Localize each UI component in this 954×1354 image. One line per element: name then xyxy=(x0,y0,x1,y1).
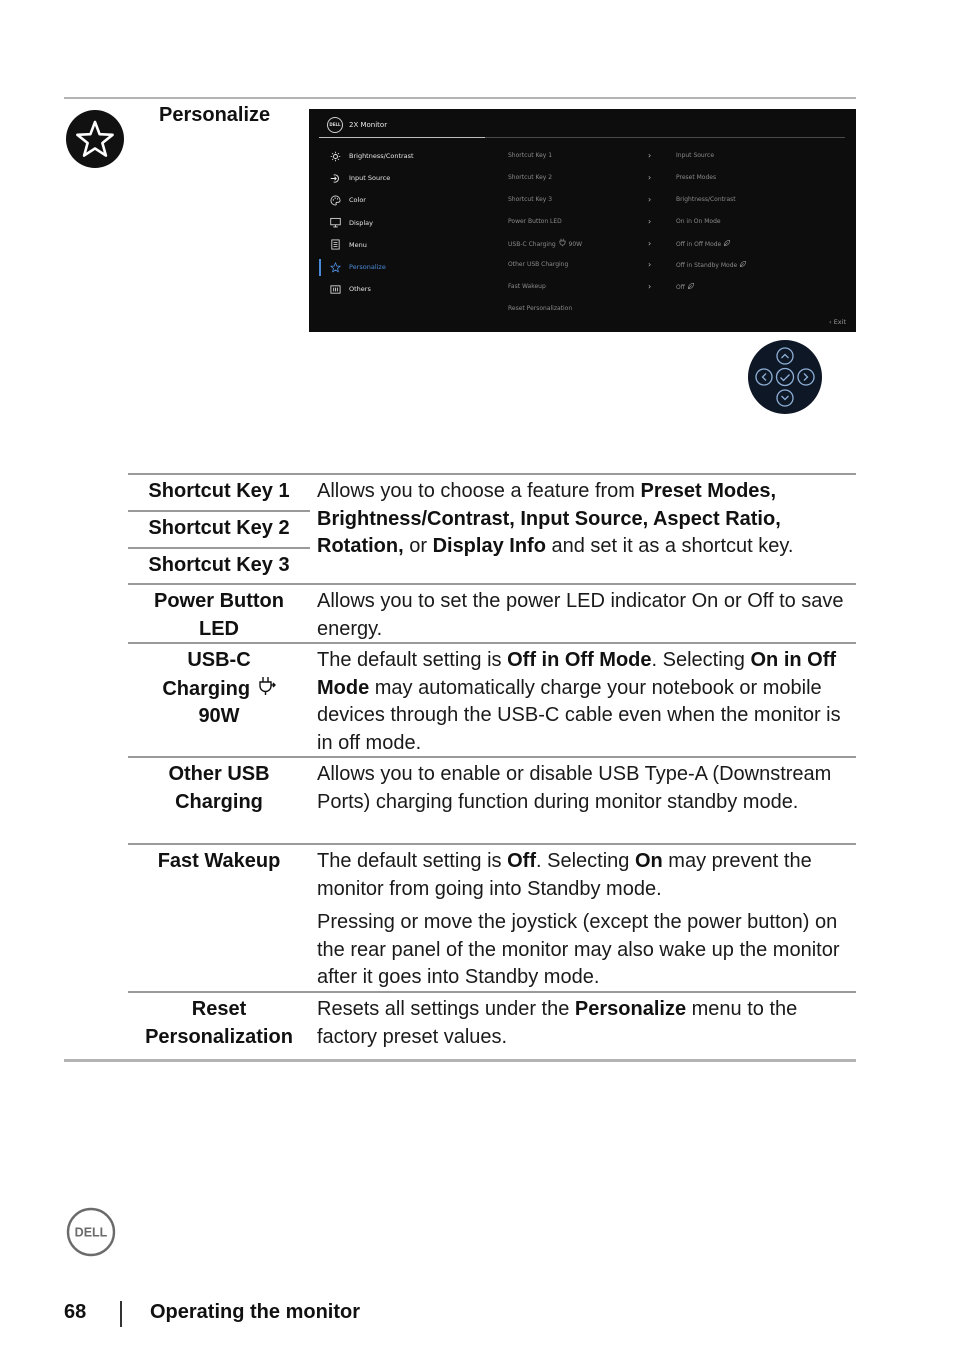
osd-row-label: Other USB Charging xyxy=(508,261,569,269)
osd-separator-active xyxy=(319,137,485,138)
chevron-left-icon: ‹ xyxy=(829,318,834,326)
osd-dell-logo: DELL xyxy=(327,117,343,133)
osd-row-value-text: Off in Standby Mode xyxy=(676,262,738,270)
osd-menu-item-display[interactable] xyxy=(321,212,491,234)
osd-menu-label: Others xyxy=(349,285,371,294)
chevron-right-icon: › xyxy=(648,238,652,248)
osd-menu-label: Menu xyxy=(349,240,367,249)
chapter-title: Operating the monitor xyxy=(150,1301,360,1323)
chevron-right-icon: › xyxy=(648,260,652,270)
osd-menu-item-personalize[interactable] xyxy=(321,256,491,278)
display-icon xyxy=(329,217,341,229)
osd-row-value-text: Off xyxy=(676,284,685,292)
text-run: The default setting is xyxy=(317,649,508,671)
dell-logo-icon xyxy=(66,1207,116,1257)
text-run: may automatically charge your notebook or mobile devices through the USB-C cable even when the monitor is in off mode. xyxy=(317,676,841,754)
other-usb-charging-description: Allows you to enable or disable USB Type-A (Downstream Ports) charging function during monitor standby mode. xyxy=(317,763,832,813)
text-run: Resets all settings under the xyxy=(317,998,575,1020)
osd-row-value: Brightness/Contrast xyxy=(676,195,736,203)
text-run: or xyxy=(403,535,433,557)
top-rule xyxy=(64,97,856,99)
usb-c-charging-label xyxy=(128,647,310,731)
osd-row-shortcut-key-2[interactable] xyxy=(508,167,848,189)
joystick-icon xyxy=(748,340,822,414)
reset-personalization-label xyxy=(128,996,310,1051)
osd-row-label-suffix: 90W xyxy=(568,241,583,249)
text-run-bold: Display Info xyxy=(432,535,546,557)
usb-charging-icon xyxy=(256,678,276,700)
page-number: 68 xyxy=(64,1301,87,1323)
osd-row-value xyxy=(676,260,848,269)
osd-menu-item-input-source[interactable] xyxy=(321,167,491,189)
osd-row-label: Reset Personalization xyxy=(508,304,573,312)
fast-wakeup-description-2: Pressing or move the joystick (except the power button) on the rear panel of the monitor may also wake up the monitor after it goes into Standby mode. xyxy=(317,911,840,988)
chevron-right-icon: › xyxy=(648,151,652,161)
table-rule xyxy=(128,642,856,644)
text-run: Allows you to choose a feature from xyxy=(317,480,641,502)
label-line: LED xyxy=(199,617,239,640)
text-run-bold: Off in Off Mode xyxy=(507,649,652,671)
osd-row-other-usb-charging[interactable] xyxy=(508,254,848,276)
dell-logo-text: DELL xyxy=(74,1225,108,1240)
usb-c-charging-description xyxy=(317,647,856,757)
label-line: Charging xyxy=(162,677,251,700)
osd-header xyxy=(327,117,387,133)
osd-menu-item-others[interactable] xyxy=(321,278,491,300)
osd-menu-label: Input Source xyxy=(349,174,391,183)
brightness-icon xyxy=(329,150,341,162)
menu-icon xyxy=(329,239,341,251)
chevron-right-icon: › xyxy=(648,194,652,204)
chevron-right-icon: › xyxy=(648,216,652,226)
personalize-star-icon xyxy=(66,110,124,168)
osd-row-label-text: USB-C Charging xyxy=(508,241,556,249)
osd-row-power-button-led[interactable] xyxy=(508,210,848,232)
fast-wakeup-description xyxy=(317,848,856,903)
text-run: may prevent the monitor from going into Standby mode. xyxy=(317,850,812,900)
section-title: Personalize xyxy=(159,104,271,126)
osd-row-shortcut-key-3[interactable] xyxy=(508,189,848,211)
osd-separator xyxy=(485,137,845,138)
osd-row-fast-wakeup[interactable] xyxy=(508,276,848,298)
text-run: . Selecting xyxy=(651,649,751,671)
table-rule xyxy=(128,547,310,549)
osd-menu-item-brightness[interactable] xyxy=(321,145,491,167)
osd-row-value xyxy=(676,282,848,291)
power-button-led-label xyxy=(128,588,310,643)
shortcut-key-3-label: Shortcut Key 3 xyxy=(148,554,290,576)
osd-row-usb-c-charging[interactable] xyxy=(508,232,848,254)
shortcut-key-1-label: Shortcut Key 1 xyxy=(148,480,290,502)
text-run: menu to the factory preset values. xyxy=(317,998,798,1048)
leaf-icon xyxy=(687,284,695,291)
osd-row-label: Power Button LED xyxy=(508,217,562,225)
shortcut-key-description xyxy=(317,478,856,561)
osd-row-shortcut-key-1[interactable] xyxy=(508,145,848,167)
table-rule xyxy=(128,843,856,845)
osd-monitor-title: 2X Monitor xyxy=(349,121,388,129)
osd-row-label: Shortcut Key 2 xyxy=(508,174,553,182)
osd-menu-item-color[interactable] xyxy=(321,189,491,211)
fast-wakeup-label: Fast Wakeup xyxy=(157,850,281,872)
chevron-right-icon: › xyxy=(648,173,652,183)
osd-main-menu xyxy=(321,145,491,300)
table-rule xyxy=(128,583,856,585)
others-icon xyxy=(329,283,341,295)
reset-personalization-description xyxy=(317,996,856,1051)
text-run-bold: Preset Modes, Brightness/Contrast, Input Source, Aspect Ratio, Rotation, xyxy=(317,480,781,557)
text-run-bold: Off xyxy=(507,850,536,872)
osd-row-label: Fast Wakeup xyxy=(508,283,546,291)
osd-screenshot xyxy=(309,109,856,332)
color-palette-icon xyxy=(329,194,341,206)
footer-divider xyxy=(120,1301,122,1327)
chevron-right-icon: › xyxy=(648,282,652,292)
input-source-icon xyxy=(329,172,341,184)
label-line: Personalization xyxy=(145,1025,293,1048)
label-line: Charging xyxy=(175,790,263,813)
osd-row-value xyxy=(676,239,848,248)
label-line: USB-C xyxy=(187,649,251,671)
osd-row-reset-personalization[interactable] xyxy=(508,298,848,320)
osd-menu-item-menu[interactable] xyxy=(321,234,491,256)
osd-exit-label: Exit xyxy=(833,318,846,326)
table-rule xyxy=(128,991,856,993)
text-run-bold: Personalize xyxy=(574,998,687,1020)
osd-submenu xyxy=(508,145,848,319)
osd-row-value: On in On Mode xyxy=(676,217,721,225)
power-button-led-description: Allows you to set the power LED indicator On or Off to save energy. xyxy=(317,590,844,640)
label-line: Power Button xyxy=(154,590,284,612)
osd-menu-label: Display xyxy=(349,218,373,227)
osd-row-label xyxy=(508,238,648,248)
table-rule xyxy=(128,756,856,758)
star-icon xyxy=(329,261,341,273)
osd-row-value-text: Off in Off Mode xyxy=(676,240,722,248)
text-run: The default setting is xyxy=(317,850,508,872)
osd-row-value: Preset Modes xyxy=(676,174,717,182)
leaf-icon xyxy=(739,262,747,269)
osd-row-value: Input Source xyxy=(676,152,715,160)
leaf-icon xyxy=(723,241,731,248)
text-run-bold: On in Off Mode xyxy=(317,649,837,699)
label-line: 90W xyxy=(198,705,240,727)
bottom-rule xyxy=(64,1059,856,1062)
table-rule xyxy=(128,510,310,512)
usb-charging-icon xyxy=(558,241,569,248)
text-run: . Selecting xyxy=(536,850,635,872)
shortcut-key-2-label: Shortcut Key 2 xyxy=(148,517,290,539)
text-run-bold: On xyxy=(634,850,663,872)
table-rule xyxy=(128,473,856,475)
osd-row-label: Shortcut Key 3 xyxy=(508,195,553,203)
osd-exit[interactable] xyxy=(829,318,846,326)
osd-menu-label: Color xyxy=(349,196,366,205)
osd-row-label: Shortcut Key 1 xyxy=(508,152,553,160)
osd-menu-label: Personalize xyxy=(349,263,386,272)
label-line: Reset xyxy=(191,998,247,1020)
osd-menu-label: Brightness/Contrast xyxy=(349,152,414,161)
label-line: Other USB xyxy=(168,763,270,785)
text-run: and set it as a shortcut key. xyxy=(545,535,794,557)
other-usb-charging-label xyxy=(128,761,310,816)
